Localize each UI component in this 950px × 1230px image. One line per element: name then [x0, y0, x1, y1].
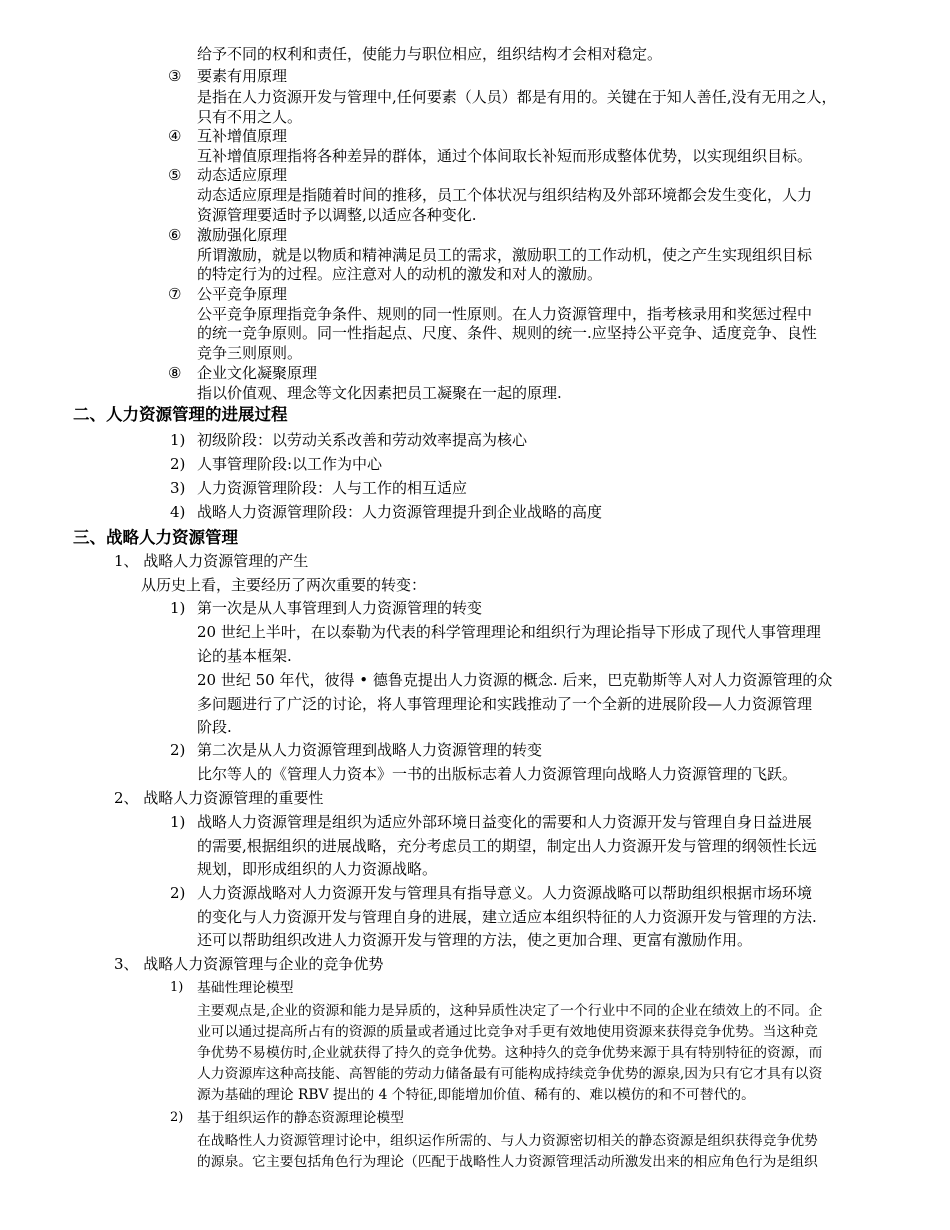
list-item-title: 基础性理论模型	[197, 980, 294, 996]
principle-title: 动态适应原理	[197, 166, 288, 184]
list-marker: ⑦	[168, 285, 182, 303]
list-marker: 2)	[170, 1110, 184, 1125]
paragraph-line: 的变化与人力资源开发与管理自身的进展，建立适应本组织特征的人力资源开发与管理的方法.	[197, 908, 817, 926]
list-item-title: 第一次是从人事管理到人力资源管理的转变	[197, 599, 483, 617]
section-heading: 二、人力资源管理的进展过程	[73, 405, 288, 424]
paragraph-line: 互补增值原理指将各种差异的群体，通过个体间取长补短而形成整体优势，以实现组织目标。	[197, 147, 813, 165]
paragraph-line: 指以价值观、理念等文化因素把员工凝聚在一起的原理.	[197, 384, 562, 402]
paragraph-line: 还可以帮助组织改进人力资源开发与管理的方法，使之更加合理、更富有激励作用。	[197, 931, 753, 949]
paragraph-line: 业可以通过提高所占有的资源的质量或者通过比竞争对手更有效地使用资源来获得竞争优势。当这种竞	[197, 1024, 818, 1040]
list-marker: 1)	[170, 980, 184, 995]
paragraph-line: 多问题进行了广泛的讨论，将人事管理理论和实践推动了一个全新的进展阶段—人力资源管理	[197, 695, 813, 713]
list-item: 战略人力资源管理阶段：人力资源管理提升到企业战略的高度	[197, 503, 603, 521]
list-item: 初级阶段：以劳动关系改善和劳动效率提高为核心	[197, 431, 528, 449]
list-marker: 2)	[170, 741, 186, 759]
paragraph-line: 的统一竞争原则。同一性指起点、尺度、条件、规则的统一.应坚持公平竞争、适度竞争、良性	[197, 324, 817, 342]
list-marker: 4)	[170, 503, 186, 521]
subsection-title: 2、 战略人力资源管理的重要性	[114, 789, 324, 807]
list-marker: 3)	[170, 479, 186, 497]
paragraph-line: 20 世纪 50 年代，彼得 • 德鲁克提出人力资源的概念. 后来，巴克勒斯等人对人力资源管理的众	[197, 671, 833, 689]
paragraph-line: 人力资源库这种高技能、高智能的劳动力储备最有可能构成持续竞争优势的源泉,因为只有它才具有以资	[197, 1066, 823, 1082]
list-marker: ⑤	[168, 166, 182, 184]
subsection-title: 1、 战略人力资源管理的产生	[114, 552, 309, 570]
paragraph-line: 战略人力资源管理是组织为适应外部环境日益变化的需要和人力资源开发与管理自身日益进展	[197, 813, 813, 831]
paragraph-line: 源为基础的理论 RBV 提出的 4 个特征,即能增加价值、稀有的、难以模仿的和不可替代的。	[197, 1087, 755, 1103]
list-marker: ④	[168, 127, 182, 145]
paragraph-line: 资源管理要适时予以调整,以适应各种变化.	[197, 206, 477, 224]
list-item-title: 第二次是从人力资源管理到战略人力资源管理的转变	[197, 741, 543, 759]
paragraph-line: 公平竞争原理指竞争条件、规则的同一性原则。在人力资源管理中，指考核录用和奖惩过程中	[197, 305, 813, 323]
principle-title: 互补增值原理	[197, 127, 288, 145]
subsection-title: 3、 战略人力资源管理与企业的竞争优势	[114, 955, 384, 973]
list-item-title: 基于组织运作的静态资源理论模型	[197, 1110, 404, 1126]
list-marker: 1)	[170, 431, 186, 449]
paragraph-line: 20 世纪上半叶，在以泰勒为代表的科学管理理论和组织行为理论指导下形成了现代人事管理理	[197, 623, 821, 641]
list-marker: ⑥	[168, 226, 182, 244]
paragraph-line: 动态适应原理是指随着时间的推移，员工个体状况与组织结构及外部环境都会发生变化，人力	[197, 186, 813, 204]
paragraph-line: 阶段.	[197, 718, 232, 736]
paragraph-line: 的源泉。它主要包括角色行为理论（匹配于战略性人力资源管理活动所激发出来的相应角色行为是组织	[197, 1154, 818, 1170]
paragraph-line: 竞争三则原则。	[197, 344, 303, 362]
paragraph-line: 比尔等人的《管理人力资本》一书的出版标志着人力资源管理向战略人力资源管理的飞跃。	[197, 765, 798, 783]
principle-title: 要素有用原理	[197, 67, 288, 85]
principle-title: 激励强化原理	[197, 226, 288, 244]
paragraph-line: 规划，即形成组织的人力资源战略。	[197, 860, 438, 878]
paragraph-line: 在战略性人力资源管理讨论中，组织运作所需的、与人力资源密切相关的静态资源是组织获得竞争优势	[197, 1133, 818, 1149]
paragraph-line: 论的基本框架.	[197, 647, 292, 665]
paragraph-line: 给予不同的权利和责任，使能力与职位相应，组织结构才会相对稳定。	[197, 45, 663, 63]
list-marker: 2)	[170, 884, 186, 902]
paragraph-line: 的需要,根据组织的进展战略，充分考虑员工的期望，制定出人力资源开发与管理的纲领性长远	[197, 837, 817, 855]
list-marker: 2)	[170, 455, 186, 473]
paragraph-line: 只有不用之人。	[197, 108, 303, 126]
paragraph-line: 从历史上看，主要经历了两次重要的转变：	[141, 576, 427, 594]
paragraph-line: 所谓激励，就是以物质和精神满足员工的需求，激励职工的工作动机，使之产生实现组织目标	[197, 246, 813, 264]
section-heading: 三、战略人力资源管理	[73, 528, 238, 547]
paragraph-line: 主要观点是,企业的资源和能力是异质的，这种异质性决定了一个行业中不同的企业在绩效上的不同。企	[197, 1003, 823, 1019]
principle-title: 企业文化凝聚原理	[197, 364, 318, 382]
list-marker: ③	[168, 67, 182, 85]
principle-title: 公平竞争原理	[197, 285, 288, 303]
list-item: 人力资源管理阶段：人与工作的相互适应	[197, 479, 468, 497]
list-marker: ⑧	[168, 364, 182, 382]
list-marker: 1)	[170, 813, 186, 831]
paragraph-line: 是指在人力资源开发与管理中,任何要素（人员）都是有用的。关键在于知人善任,没有无用之人，	[197, 88, 837, 106]
paragraph-line: 人力资源战略对人力资源开发与管理具有指导意义。人力资源战略可以帮助组织根据市场环境	[197, 884, 813, 902]
list-marker: 1)	[170, 599, 186, 617]
paragraph-line: 的特定行为的过程。应注意对人的动机的激发和对人的激励。	[197, 265, 603, 283]
paragraph-line: 争优势不易模仿时,企业就获得了持久的竞争优势。这种持久的竞争优势来源于具有特别特征的资源，而	[197, 1045, 823, 1061]
list-item: 人事管理阶段:以工作为中心	[197, 455, 383, 473]
